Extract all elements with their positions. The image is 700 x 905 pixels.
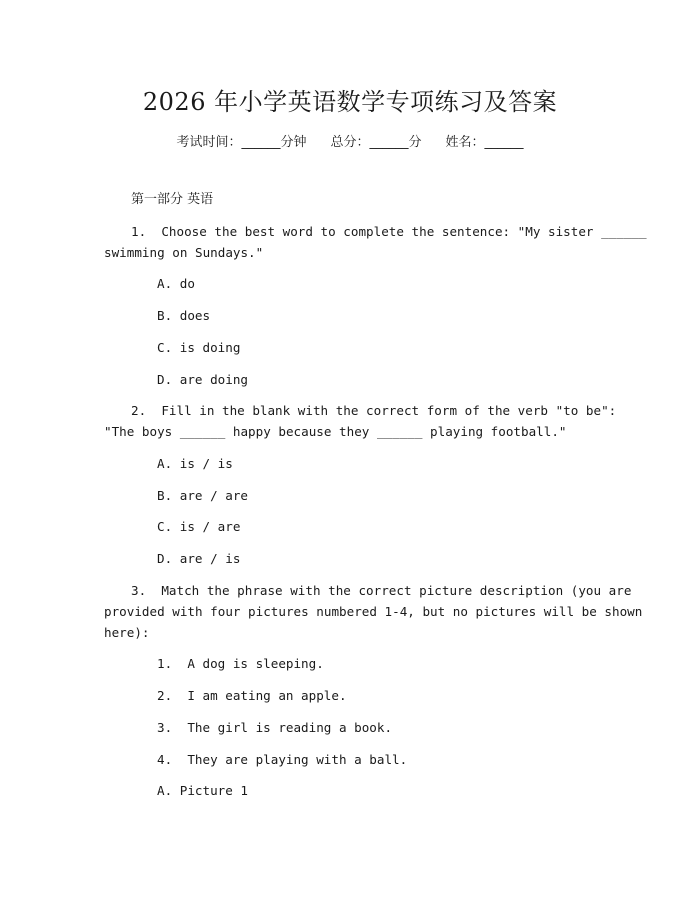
q2-option-c: C. is / are	[157, 519, 241, 534]
q2-option-b: B. are / are	[157, 488, 248, 503]
q1-option-b: B. does	[157, 308, 211, 323]
exam-meta	[0, 131, 700, 150]
q2-option-a: A. is / is	[157, 456, 233, 471]
total-score: 总分：______分	[330, 135, 422, 150]
q1-option-d: D. are doing	[157, 372, 248, 387]
section-title: 第一部分 英语	[131, 192, 214, 207]
q3-option-a: A. Picture 1	[157, 783, 248, 798]
question-1-line-1: 1. Choose the best word to complete the sentence: "My sister ______	[131, 224, 647, 239]
q1-option-c: C. is doing	[157, 340, 241, 355]
question-3-line-2: provided with four pictures numbered 1-4, but no pictures will be shown	[104, 604, 643, 619]
q1-option-a: A. do	[157, 276, 195, 291]
page-title: 2026 年小学英语数学专项练习及答案	[142, 88, 558, 116]
q3-item-4: 4. They are playing with a ball.	[157, 752, 408, 767]
q2-option-d: D. are / is	[157, 551, 241, 566]
question-2-line-1: 2. Fill in the blank with the correct form of the verb "to be":	[131, 403, 617, 418]
question-2-line-2: "The boys ______ happy because they ______ playing football."	[104, 424, 567, 439]
q3-item-1: 1. A dog is sleeping.	[157, 656, 324, 671]
q3-item-2: 2. I am eating an apple.	[157, 688, 347, 703]
question-3-line-1: 3. Match the phrase with the correct picture description (you are	[131, 583, 632, 598]
student-name: 姓名：______	[445, 135, 524, 150]
q3-item-3: 3. The girl is reading a book.	[157, 720, 393, 735]
exam-time: 考试时间：______分钟	[176, 135, 307, 150]
question-3-line-3: here):	[104, 625, 150, 640]
question-1-line-2: swimming on Sundays."	[104, 245, 264, 260]
